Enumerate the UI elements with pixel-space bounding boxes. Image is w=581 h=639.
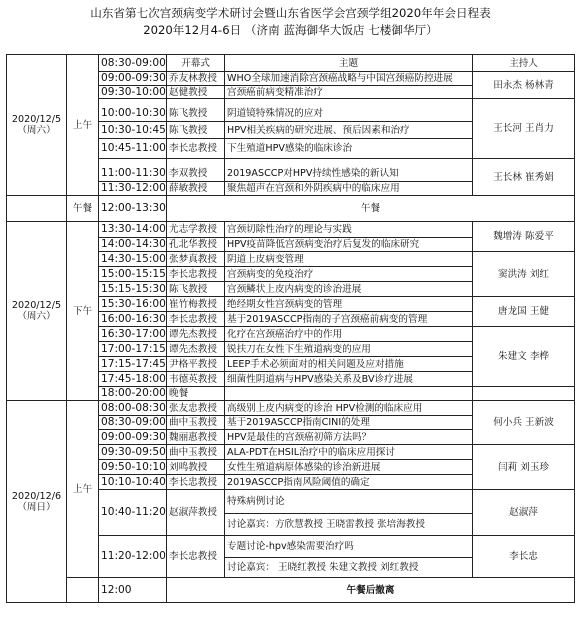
speaker-cell: 薛敏教授	[167, 182, 225, 196]
time-cell: 09:50-10:10	[99, 460, 167, 475]
topic-cell: 细菌性阴道病与HPV感染关系及BV诊疗进展	[225, 372, 473, 387]
time-cell: 16:00-16:30	[99, 312, 167, 327]
topic-cell: 宫颈癌前病变精准治疗	[225, 86, 473, 99]
topic-cell: 2019ASCCP对HPV持续性感染的新认知	[225, 166, 473, 182]
topic-cell: 基于2019ASCCP指南CINI的处理	[225, 416, 473, 430]
time-cell: 16:30-17:00	[99, 327, 167, 342]
speaker-cell: 刘鸣教授	[167, 460, 225, 475]
host-cell: 朱建文 李桦	[473, 327, 575, 387]
time-cell: 18:00-20:00	[99, 387, 167, 401]
topic-cell: 宫颈病变的免疫治疗	[225, 267, 473, 282]
time-cell: 17:45-18:00	[99, 372, 167, 387]
topic-cell: 阴道上皮病变管理	[225, 252, 473, 267]
topic-cell: HPV相关疾病的研究进展、预后因素和治疗	[225, 122, 473, 139]
topic-cell: HPV疫苗降低宫颈病变治疗后复发的临床研究	[225, 238, 473, 252]
schedule-table	[6, 54, 575, 603]
date-cell	[7, 196, 67, 222]
speaker-cell: 谭先杰教授	[167, 327, 225, 342]
page-subtitle: 2020年12月4-6日 （济南 蓝海御华大饭店 七楼御华厅）	[143, 23, 438, 37]
topic-cell: 聚焦超声在宫颈和外阴疾病中的临床应用	[225, 182, 473, 196]
host-cell: 唐龙国 王健	[473, 297, 575, 327]
date-label: 2020/12/5	[11, 114, 62, 125]
speaker-cell: 曲中玉教授	[167, 445, 225, 460]
time-cell: 11:20-12:00	[99, 536, 167, 578]
speaker-cell: 李长忠教授	[167, 312, 225, 327]
speaker-cell: 李长忠教授	[167, 475, 225, 490]
speaker-cell: 尤志学教授	[167, 222, 225, 238]
date-cell	[7, 401, 67, 603]
speaker-cell: 韦德英教授	[167, 372, 225, 387]
topic-cell: ALA-PDT在HSIL治疗中的临床应用探讨	[225, 445, 473, 460]
topic-cell: WHO全球加速消除宫颈癌战略与中国宫颈癌防控进展	[225, 72, 473, 86]
speaker-cell: 张友忠教授	[167, 401, 225, 416]
time-cell: 11:00-11:30	[99, 166, 167, 182]
time-cell: 09:30-10:00	[99, 86, 167, 99]
topic-cell: HPV是最佳的宫颈癌初筛方法吗？	[225, 430, 473, 445]
period-cell: 上午	[67, 401, 99, 578]
period-cell: 上午	[67, 55, 99, 196]
time-cell: 17:15-17:45	[99, 357, 167, 372]
time-cell: 14:30-15:00	[99, 252, 167, 267]
table-row	[7, 222, 575, 238]
topic-cell: 基于2019ASCCP指南的子宫颈癌前病变的管理	[225, 312, 473, 327]
header-host: 主持人	[473, 55, 575, 72]
speaker-cell: 李长忠教授	[167, 536, 225, 578]
date-label: 2020/12/5	[11, 300, 62, 311]
host-cell: 闫莉 刘玉珍	[473, 445, 575, 490]
topic-cell: 专题讨论-hpv感染需要治疗吗	[225, 536, 473, 558]
date-label: 2020/12/6	[11, 490, 62, 502]
topic-cell: 宫颈鳞状上皮内病变的诊治进展	[225, 282, 473, 297]
topic-cell: 化疗在宫颈癌治疗中的作用	[225, 327, 473, 342]
weekday-label: （周六）	[17, 125, 56, 136]
speaker-cell: 乔友林教授	[167, 72, 225, 86]
date-cell	[7, 55, 67, 196]
time-cell: 10:40-11:20	[99, 490, 167, 536]
host-cell: 魏增涛 陈爱平	[473, 222, 575, 252]
time-cell: 17:00-17:15	[99, 342, 167, 357]
weekday-label: （周六）	[17, 311, 56, 322]
speaker-cell: 曲中玉教授	[167, 416, 225, 430]
speaker-cell: 李双教授	[167, 166, 225, 182]
speaker-cell: 孔北华教授	[167, 238, 225, 252]
table-row	[7, 401, 575, 416]
guests-cell: 讨论嘉宾： 王晓红教授 朱建文教授 刘红教授	[225, 558, 473, 578]
time-cell: 09:00-09:30	[99, 72, 167, 86]
speaker-cell: 谭先杰教授	[167, 342, 225, 357]
lunch-label: 午餐	[167, 196, 575, 222]
header-topic: 主题	[225, 55, 473, 72]
time-cell: 10:10-10:40	[99, 475, 167, 490]
time-cell: 14:00-14:30	[99, 238, 167, 252]
time-cell: 09:30-09:50	[99, 445, 167, 460]
time-cell: 10:45-11:00	[99, 139, 167, 159]
period-cell	[67, 578, 99, 603]
host-cell: 何小兵 王新波	[473, 401, 575, 445]
period-cell: 午餐	[67, 196, 99, 222]
time-cell: 11:30-12:00	[99, 182, 167, 196]
host-cell: 田永杰 杨林青	[473, 72, 575, 99]
time-cell: 12:00-13:30	[99, 196, 167, 222]
page-title: 山东省第七次宫颈病变学术研讨会暨山东省医学会宫颈学组2020年年会日程表	[90, 6, 491, 20]
topic-cell: LEEP手术必须面对的相关问题及应对措施	[225, 357, 473, 372]
table-row	[7, 196, 575, 222]
topic-cell: 绝经期女性宫颈病变的管理	[225, 297, 473, 312]
time-cell: 08:30-09:00	[99, 55, 167, 72]
time-cell: 15:00-15:15	[99, 267, 167, 282]
topic-cell: 锐扶刀在女性下生殖道病变的应用	[225, 342, 473, 357]
host-cell: 窦洪涛 刘红	[473, 252, 575, 297]
topic-cell: 特殊病例讨论	[225, 490, 473, 514]
time-cell: 08:00-08:30	[99, 401, 167, 416]
weekday-label: （周日）	[17, 501, 56, 513]
speaker-cell: 陈飞教授	[167, 282, 225, 297]
time-cell: 13:30-14:00	[99, 222, 167, 238]
time-cell: 10:00-10:30	[99, 106, 167, 122]
host-cell: 王长河 王肖力	[473, 99, 575, 159]
topic-cell: 高级别上皮内病变的诊治 HPV检测的临床应用	[225, 401, 473, 416]
dinner-label: 晚餐	[167, 387, 225, 401]
speaker-cell: 赵淑萍教授	[167, 490, 225, 536]
time-cell: 08:30-09:00	[99, 416, 167, 430]
table-row	[7, 55, 575, 72]
time-cell: 15:30-16:00	[99, 297, 167, 312]
time-cell: 15:15-15:30	[99, 282, 167, 297]
host-cell	[473, 387, 575, 401]
host-cell: 李长忠	[473, 536, 575, 578]
topic-cell: 阴道镜特殊情况的应对	[225, 106, 473, 122]
speaker-cell: 李长忠教授	[167, 139, 225, 159]
end-label: 午餐后撤离	[167, 578, 575, 603]
speaker-cell: 尹格平教授	[167, 357, 225, 372]
time-cell: 12:00	[99, 578, 167, 603]
speaker-cell: 魏丽惠教授	[167, 430, 225, 445]
time-cell: 10:30-10:45	[99, 122, 167, 139]
topic-cell: 2019ASCCP指南风险阈值的确定	[225, 475, 473, 490]
guests-cell: 讨论嘉宾：方欣慧教授 王晓雷教授 张培海教授	[225, 514, 473, 536]
speaker-cell: 陈飞教授	[167, 122, 225, 139]
topic-cell: 女性生殖道病原体感染的诊治新进展	[225, 460, 473, 475]
speaker-cell: 张梦真教授	[167, 252, 225, 267]
host-cell: 赵淑萍	[473, 490, 575, 536]
speaker-cell: 赵健教授	[167, 86, 225, 99]
date-cell	[7, 222, 67, 401]
speaker-cell: 陈飞教授	[167, 106, 225, 122]
table-row	[7, 578, 575, 603]
speaker-cell: 崔竹梅教授	[167, 297, 225, 312]
topic-cell: 下生殖道HPV感染的临床诊治	[225, 139, 473, 159]
topic-cell	[225, 387, 473, 401]
period-cell: 下午	[67, 222, 99, 401]
speaker-cell: 李长忠教授	[167, 267, 225, 282]
topic-cell: 宫颈切除性治疗的理论与实践	[225, 222, 473, 238]
time-cell: 09:00-09:30	[99, 430, 167, 445]
header-speaker: 开幕式	[167, 55, 225, 72]
host-cell: 王长林 崔秀娟	[473, 159, 575, 196]
